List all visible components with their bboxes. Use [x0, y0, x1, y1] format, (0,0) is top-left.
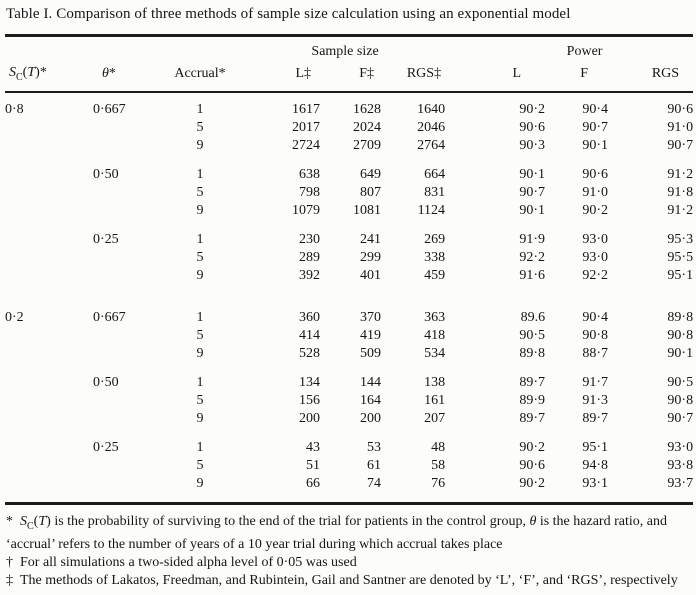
math-t: T — [38, 514, 47, 529]
table-row — [5, 202, 693, 220]
cell-sct — [5, 327, 93, 345]
cell-size-rgs: 138 — [424, 375, 446, 390]
table-row — [5, 184, 693, 202]
cell-theta — [93, 119, 155, 137]
table-row — [5, 457, 693, 475]
comparison-table — [5, 34, 693, 505]
col-header-power-l: L — [445, 61, 545, 92]
cell-power-rgs: 93·0 — [667, 440, 694, 455]
cell-power-f: 94·8 — [582, 458, 609, 473]
cell-size-rgs: 1124 — [417, 203, 446, 218]
spacer — [5, 493, 693, 504]
cell-accrual: 5 — [196, 250, 204, 265]
col-header-size-l: L‡ — [245, 61, 320, 92]
cell-power-f: 90·1 — [582, 138, 609, 153]
cell-accrual: 5 — [196, 328, 204, 343]
table-row — [5, 345, 693, 363]
cell-power-f: 93·0 — [582, 250, 609, 265]
cell-size-f: 1081 — [353, 203, 382, 218]
group-gap — [5, 155, 693, 166]
col-header-power-rgs: RGS — [608, 61, 693, 92]
dagger-marker: † — [6, 554, 13, 570]
cell-size-l: 156 — [299, 393, 321, 408]
cell-power-rgs: 95·3 — [667, 232, 694, 247]
cell-power-l: 90·5 — [519, 328, 546, 343]
cell-size-rgs: 269 — [424, 232, 446, 247]
cell-sct: 0·8 — [5, 102, 24, 117]
cell-power-rgs: 90·1 — [667, 346, 694, 361]
cell-theta: 0·25 — [93, 440, 119, 455]
footnotes — [5, 513, 691, 590]
cell-size-l: 360 — [299, 310, 321, 325]
cell-power-f: 88·7 — [582, 346, 609, 361]
table-row — [5, 392, 693, 410]
cell-power-l: 90·6 — [519, 120, 546, 135]
cell-theta: 0·50 — [93, 375, 119, 390]
cell-size-l: 1079 — [292, 203, 321, 218]
cell-accrual: 9 — [196, 203, 204, 218]
cell-size-f: 649 — [360, 167, 382, 182]
col-header-size-rgs: RGS‡ — [381, 61, 445, 92]
cell-power-rgs: 90·7 — [667, 411, 694, 426]
cell-size-rgs: 664 — [424, 167, 446, 182]
cell-power-f: 90·4 — [582, 102, 609, 117]
cell-accrual: 5 — [196, 185, 204, 200]
cell-power-f: 91·7 — [582, 375, 609, 390]
cell-size-rgs: 534 — [424, 346, 446, 361]
cell-size-f: 370 — [360, 310, 382, 325]
group-header-row — [5, 36, 693, 62]
cell-size-f: 200 — [360, 411, 382, 426]
column-header-row — [5, 61, 693, 92]
cell-power-l: 90·2 — [519, 102, 546, 117]
col-header-power-f: F — [545, 61, 608, 92]
cell-theta — [93, 345, 155, 363]
cell-accrual: 9 — [196, 268, 204, 283]
footnote-text: For all simulations a two-sided alpha level of 0·05 was used — [20, 554, 357, 570]
table-caption: Table I. Comparison of three methods of sample size calculation using an exponential model — [6, 6, 571, 22]
cell-sct — [5, 202, 93, 220]
cell-power-rgs: 91·8 — [667, 185, 694, 200]
cell-sct — [5, 166, 93, 184]
cell-accrual: 1 — [196, 440, 204, 455]
spacer — [5, 92, 693, 101]
cell-size-f: 1628 — [353, 102, 382, 117]
table-row — [5, 119, 693, 137]
cell-power-rgs: 95·1 — [667, 268, 694, 283]
cell-accrual: 9 — [196, 346, 204, 361]
cell-theta — [93, 475, 155, 493]
cell-size-l: 414 — [299, 328, 321, 343]
table-row — [5, 374, 693, 392]
cell-sct — [5, 439, 93, 457]
footnote-text: is the hazard ratio, and ‘accrual’ refers to the number of years of a 10 year trial during which accrual takes place — [6, 514, 667, 552]
cell-power-l: 89.6 — [520, 310, 546, 325]
cell-size-rgs: 207 — [424, 411, 446, 426]
table-row — [5, 327, 693, 345]
math-paren-close: ) — [46, 514, 51, 529]
group-gap — [5, 428, 693, 439]
cell-size-rgs: 831 — [424, 185, 446, 200]
cell-theta — [93, 457, 155, 475]
cell-size-rgs: 363 — [424, 310, 446, 325]
cell-sct — [5, 345, 93, 363]
cell-size-f: 419 — [360, 328, 382, 343]
col-header-theta — [93, 61, 155, 92]
footnote-star: * — [39, 65, 47, 81]
cell-accrual: 1 — [196, 310, 204, 325]
col-header-sct — [5, 61, 93, 92]
footnote-methods — [6, 572, 691, 590]
cell-size-f: 509 — [360, 346, 382, 361]
footnote-alpha — [6, 554, 691, 572]
table-row — [5, 231, 693, 249]
cell-power-l: 89·8 — [519, 346, 546, 361]
table-row — [5, 101, 693, 119]
group-gap — [5, 363, 693, 374]
cell-size-l: 51 — [306, 458, 321, 473]
group-gap — [5, 363, 693, 374]
cell-power-rgs: 91·0 — [667, 120, 694, 135]
cell-power-rgs: 90·6 — [667, 102, 694, 117]
cell-size-f: 164 — [360, 393, 382, 408]
group-gap — [5, 428, 693, 439]
cell-size-f: 2709 — [353, 138, 382, 153]
cell-power-f: 93·0 — [582, 232, 609, 247]
cell-power-l: 91·9 — [519, 232, 546, 247]
cell-size-l: 2017 — [292, 120, 321, 135]
cell-size-l: 798 — [299, 185, 321, 200]
col-header-accrual: Accrual* — [155, 61, 245, 92]
group-gap — [5, 220, 693, 231]
cell-theta — [93, 202, 155, 220]
spacer — [5, 92, 693, 101]
section-gap — [5, 285, 693, 309]
cell-power-l: 92·2 — [519, 250, 546, 265]
cell-theta: 0·667 — [93, 310, 126, 325]
cell-size-l: 134 — [299, 375, 321, 390]
cell-size-rgs: 58 — [431, 458, 446, 473]
footnote-text: The methods of Lakatos, Freedman, and Rubintein, Gail and Santner are denoted by ‘L’, ‘F’, and ‘RGS’, respectively — [20, 572, 678, 588]
group-gap — [5, 155, 693, 166]
cell-size-rgs: 459 — [424, 268, 446, 283]
cell-power-f: 90·6 — [582, 167, 609, 182]
cell-power-l: 90·2 — [519, 440, 546, 455]
cell-sct: 0·2 — [5, 310, 24, 325]
cell-power-f: 90·7 — [582, 120, 609, 135]
cell-power-l: 89·7 — [519, 375, 546, 390]
cell-power-f: 89·7 — [582, 411, 609, 426]
spacer — [5, 493, 693, 504]
cell-sct — [5, 137, 93, 155]
cell-accrual: 5 — [196, 120, 204, 135]
cell-theta: 0·50 — [93, 167, 119, 182]
table-body — [5, 92, 693, 504]
cell-size-rgs: 2764 — [417, 138, 446, 153]
cell-sct — [5, 184, 93, 202]
cell-accrual: 1 — [196, 167, 204, 182]
cell-size-l: 200 — [299, 411, 321, 426]
footnote-sct — [6, 513, 691, 554]
asterisk-marker: * — [6, 514, 13, 529]
cell-size-rgs: 2046 — [417, 120, 446, 135]
cell-size-f: 53 — [367, 440, 382, 455]
cell-theta — [93, 392, 155, 410]
table-row — [5, 410, 693, 428]
table-row — [5, 309, 693, 327]
math-theta: θ — [102, 66, 109, 81]
cell-power-f: 91·3 — [582, 393, 609, 408]
math-sub-c: C — [16, 71, 23, 83]
cell-size-rgs: 48 — [431, 440, 446, 455]
cell-size-l: 2724 — [292, 138, 321, 153]
cell-size-l: 392 — [299, 268, 321, 283]
section-gap — [5, 285, 693, 309]
cell-power-rgs: 90·5 — [667, 375, 694, 390]
cell-power-l: 90·1 — [519, 203, 546, 218]
math-s: S — [20, 514, 27, 529]
cell-power-rgs: 89·8 — [667, 310, 694, 325]
cell-sct — [5, 457, 93, 475]
table-row — [5, 249, 693, 267]
cell-size-l: 528 — [299, 346, 321, 361]
cell-power-l: 91·6 — [519, 268, 546, 283]
cell-accrual: 1 — [196, 102, 204, 117]
cell-power-rgs: 90·7 — [667, 138, 694, 153]
group-gap — [5, 220, 693, 231]
sample-size-group-header: Sample size — [311, 44, 379, 59]
math-theta: θ — [529, 514, 537, 529]
cell-size-rgs: 338 — [424, 250, 446, 265]
cell-theta — [93, 249, 155, 267]
cell-power-rgs: 90·8 — [667, 328, 694, 343]
cell-size-rgs: 418 — [424, 328, 446, 343]
cell-size-f: 299 — [360, 250, 382, 265]
cell-size-f: 241 — [360, 232, 382, 247]
cell-power-f: 90·2 — [582, 203, 609, 218]
cell-power-l: 90·7 — [519, 185, 546, 200]
cell-power-l: 90·2 — [519, 476, 546, 491]
cell-size-f: 2024 — [353, 120, 382, 135]
cell-size-f: 144 — [360, 375, 382, 390]
math-paren-open: ( — [33, 514, 39, 529]
cell-sct — [5, 475, 93, 493]
table-row — [5, 166, 693, 184]
cell-power-f: 90·4 — [582, 310, 609, 325]
cell-sct — [5, 374, 93, 392]
cell-power-l: 90·6 — [519, 458, 546, 473]
cell-sct — [5, 410, 93, 428]
cell-theta: 0·25 — [93, 232, 119, 247]
cell-sct — [5, 392, 93, 410]
cell-accrual: 1 — [196, 232, 204, 247]
math-paren-close: ) — [35, 65, 40, 81]
cell-accrual: 9 — [196, 411, 204, 426]
cell-size-rgs: 161 — [424, 393, 446, 408]
cell-theta — [93, 184, 155, 202]
cell-size-f: 61 — [367, 458, 382, 473]
math-paren-open: ( — [22, 65, 28, 81]
cell-theta — [93, 327, 155, 345]
cell-size-l: 66 — [306, 476, 321, 491]
cell-theta: 0·667 — [93, 102, 126, 117]
cell-size-l: 43 — [306, 440, 321, 455]
cell-power-rgs: 90·8 — [667, 393, 694, 408]
cell-power-rgs: 91·2 — [667, 203, 694, 218]
table-row — [5, 267, 693, 285]
cell-sct — [5, 267, 93, 285]
cell-size-l: 289 — [299, 250, 321, 265]
cell-power-l: 89·7 — [519, 411, 546, 426]
cell-size-rgs: 76 — [431, 476, 446, 491]
cell-size-f: 401 — [360, 268, 382, 283]
table-row — [5, 439, 693, 457]
cell-size-f: 807 — [360, 185, 382, 200]
footnote-star: * — [108, 66, 116, 81]
cell-power-rgs: 93·8 — [667, 458, 694, 473]
cell-accrual: 9 — [196, 138, 204, 153]
cell-power-f: 95·1 — [582, 440, 609, 455]
table-row — [5, 137, 693, 155]
cell-sct — [5, 249, 93, 267]
cell-power-f: 92·2 — [582, 268, 609, 283]
cell-theta — [93, 410, 155, 428]
cell-size-l: 230 — [299, 232, 321, 247]
cell-sct — [5, 119, 93, 137]
cell-power-f: 91·0 — [582, 185, 609, 200]
col-header-size-f: F‡ — [320, 61, 381, 92]
group-header-spacer — [5, 36, 245, 62]
cell-size-l: 1617 — [292, 102, 321, 117]
cell-power-f: 93·1 — [582, 476, 609, 491]
cell-size-l: 638 — [299, 167, 321, 182]
cell-sct — [5, 231, 93, 249]
cell-power-rgs: 91·2 — [667, 167, 694, 182]
cell-theta — [93, 267, 155, 285]
cell-accrual: 9 — [196, 476, 204, 491]
cell-theta — [93, 137, 155, 155]
cell-accrual: 5 — [196, 458, 204, 473]
table-row — [5, 475, 693, 493]
cell-size-f: 74 — [367, 476, 382, 491]
cell-accrual: 5 — [196, 393, 204, 408]
cell-power-rgs: 93·7 — [667, 476, 694, 491]
cell-power-rgs: 95·5 — [667, 250, 694, 265]
cell-size-rgs: 1640 — [417, 102, 446, 117]
math-t: T — [27, 65, 36, 81]
double-dagger-marker: ‡ — [6, 572, 13, 588]
math-sub-c: C — [27, 520, 34, 532]
cell-power-l: 89·9 — [519, 393, 546, 408]
cell-power-f: 90·8 — [582, 328, 609, 343]
power-group-header: Power — [566, 44, 603, 59]
cell-power-l: 90·1 — [519, 167, 546, 182]
cell-accrual: 1 — [196, 375, 204, 390]
footnote-text: is the probability of surviving to the end of the trial for patients in the control group, — [50, 514, 530, 529]
math-s: S — [9, 65, 16, 81]
cell-power-l: 90·3 — [519, 138, 546, 153]
